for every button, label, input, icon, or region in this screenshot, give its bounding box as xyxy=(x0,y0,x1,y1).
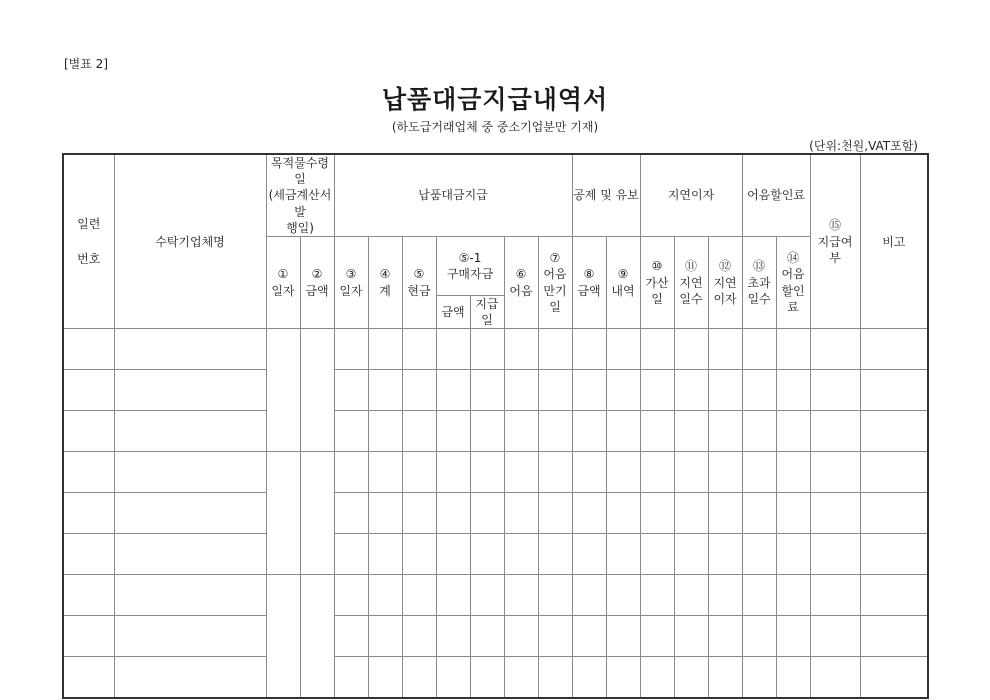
data-cell[interactable] xyxy=(810,329,860,370)
data-cell[interactable] xyxy=(810,534,860,575)
data-cell[interactable] xyxy=(742,493,776,534)
data-cell[interactable] xyxy=(606,657,640,699)
data-cell[interactable] xyxy=(674,329,708,370)
data-cell[interactable] xyxy=(810,493,860,534)
data-cell[interactable] xyxy=(640,575,674,616)
data-cell[interactable] xyxy=(402,329,436,370)
data-cell[interactable] xyxy=(538,370,572,411)
table-row xyxy=(63,411,928,452)
data-cell[interactable] xyxy=(674,575,708,616)
data-cell[interactable] xyxy=(674,493,708,534)
data-cell[interactable] xyxy=(538,493,572,534)
data-cell[interactable] xyxy=(402,452,436,493)
payment-group-header: 납품대금지급 xyxy=(334,154,572,236)
col5-1-amount-header: 금액 xyxy=(436,295,470,328)
data-cell[interactable] xyxy=(708,616,742,657)
data-cell[interactable] xyxy=(572,329,606,370)
data-cell[interactable] xyxy=(572,575,606,616)
data-cell[interactable] xyxy=(810,616,860,657)
data-cell[interactable] xyxy=(776,534,810,575)
data-cell[interactable] xyxy=(640,493,674,534)
data-cell[interactable] xyxy=(368,493,402,534)
table-row xyxy=(63,329,928,370)
receipt-amount-cell[interactable] xyxy=(300,575,334,699)
data-cell[interactable] xyxy=(860,452,928,493)
data-cell[interactable] xyxy=(606,329,640,370)
data-cell[interactable] xyxy=(538,616,572,657)
data-cell[interactable] xyxy=(504,575,538,616)
data-cell[interactable] xyxy=(368,575,402,616)
data-cell[interactable] xyxy=(436,657,470,699)
col5-1-paydate-header: 지급일 xyxy=(470,295,504,328)
table-row xyxy=(63,370,928,411)
data-cell[interactable] xyxy=(674,411,708,452)
data-cell[interactable] xyxy=(436,411,470,452)
data-cell[interactable] xyxy=(708,493,742,534)
data-cell[interactable] xyxy=(334,452,368,493)
data-cell[interactable] xyxy=(742,411,776,452)
serial-cell[interactable] xyxy=(63,329,114,370)
data-cell[interactable] xyxy=(572,534,606,575)
company-cell[interactable] xyxy=(114,329,266,370)
data-cell[interactable] xyxy=(860,411,928,452)
data-cell[interactable] xyxy=(402,534,436,575)
data-cell[interactable] xyxy=(640,411,674,452)
data-cell[interactable] xyxy=(860,493,928,534)
data-cell[interactable] xyxy=(606,493,640,534)
col8-header: ⑧ 금액 xyxy=(572,236,606,328)
data-cell[interactable] xyxy=(368,452,402,493)
appendix-label: [별표 2] xyxy=(64,57,108,71)
data-cell[interactable] xyxy=(470,411,504,452)
data-cell[interactable] xyxy=(674,657,708,699)
data-cell[interactable] xyxy=(810,370,860,411)
data-cell[interactable] xyxy=(538,657,572,699)
data-cell[interactable] xyxy=(470,452,504,493)
data-cell[interactable] xyxy=(572,452,606,493)
col10-header: ⑩ 가산 일 xyxy=(640,236,674,328)
data-cell[interactable] xyxy=(436,370,470,411)
data-cell[interactable] xyxy=(572,370,606,411)
data-cell[interactable] xyxy=(776,452,810,493)
data-cell[interactable] xyxy=(776,370,810,411)
col11-header: ⑪ 지연 일수 xyxy=(674,236,708,328)
data-cell[interactable] xyxy=(708,329,742,370)
remarks-header: 비고 xyxy=(860,154,928,329)
data-cell[interactable] xyxy=(368,411,402,452)
data-cell[interactable] xyxy=(334,575,368,616)
serial-cell[interactable] xyxy=(63,452,114,493)
deduction-group-header: 공제 및 유보 xyxy=(572,154,640,236)
data-cell[interactable] xyxy=(742,575,776,616)
data-cell[interactable] xyxy=(860,575,928,616)
serial-number-header: 일련 번호 xyxy=(63,154,114,329)
data-cell[interactable] xyxy=(436,575,470,616)
data-cell[interactable] xyxy=(606,370,640,411)
receipt-date-cell[interactable] xyxy=(266,452,300,575)
col5-header: ⑤ 현금 xyxy=(402,236,436,328)
data-cell[interactable] xyxy=(742,370,776,411)
data-cell[interactable] xyxy=(334,616,368,657)
data-cell[interactable] xyxy=(504,657,538,699)
data-cell[interactable] xyxy=(708,411,742,452)
data-cell[interactable] xyxy=(334,493,368,534)
data-cell[interactable] xyxy=(436,493,470,534)
data-cell[interactable] xyxy=(504,616,538,657)
data-cell[interactable] xyxy=(504,370,538,411)
receipt-date-group-header: 목적물수령일 (세금계산서 발 행일) xyxy=(266,154,334,236)
data-cell[interactable] xyxy=(640,534,674,575)
company-cell[interactable] xyxy=(114,411,266,452)
receipt-amount-cell[interactable] xyxy=(300,452,334,575)
data-cell[interactable] xyxy=(538,452,572,493)
serial-cell[interactable] xyxy=(63,575,114,616)
col9-header: ⑨ 내역 xyxy=(606,236,640,328)
data-cell[interactable] xyxy=(334,329,368,370)
data-cell[interactable] xyxy=(470,657,504,699)
col7-header: ⑦ 어음 만기 일 xyxy=(538,236,572,328)
col2-header: ② 금액 xyxy=(300,236,334,328)
data-cell[interactable] xyxy=(742,329,776,370)
data-cell[interactable] xyxy=(436,329,470,370)
data-cell[interactable] xyxy=(470,329,504,370)
col5-1-header: ⑤-1 구매자금 xyxy=(436,236,504,295)
payment-details-table xyxy=(62,153,929,699)
data-cell[interactable] xyxy=(810,452,860,493)
data-cell[interactable] xyxy=(860,370,928,411)
data-cell[interactable] xyxy=(742,452,776,493)
data-cell[interactable] xyxy=(504,329,538,370)
col12-header: ⑫ 지연 이자 xyxy=(708,236,742,328)
data-cell[interactable] xyxy=(776,616,810,657)
data-cell[interactable] xyxy=(470,493,504,534)
col15-header: ⑮ 지급여 부 xyxy=(810,154,860,329)
data-cell[interactable] xyxy=(606,575,640,616)
company-cell[interactable] xyxy=(114,534,266,575)
data-cell[interactable] xyxy=(606,452,640,493)
delay-interest-group-header: 지연이자 xyxy=(640,154,742,236)
data-cell[interactable] xyxy=(334,370,368,411)
company-cell[interactable] xyxy=(114,452,266,493)
data-cell[interactable] xyxy=(860,534,928,575)
col4-header: ④ 계 xyxy=(368,236,402,328)
table-row xyxy=(63,575,928,616)
serial-cell[interactable] xyxy=(63,411,114,452)
data-cell[interactable] xyxy=(674,616,708,657)
data-cell[interactable] xyxy=(640,452,674,493)
col3-header: ③ 일자 xyxy=(334,236,368,328)
serial-cell[interactable] xyxy=(63,534,114,575)
data-cell[interactable] xyxy=(538,329,572,370)
data-cell[interactable] xyxy=(860,616,928,657)
data-cell[interactable] xyxy=(402,370,436,411)
data-cell[interactable] xyxy=(470,616,504,657)
table-row xyxy=(63,534,928,575)
data-cell[interactable] xyxy=(402,411,436,452)
data-cell[interactable] xyxy=(368,329,402,370)
col13-header: ⑬ 초과 일수 xyxy=(742,236,776,328)
data-cell[interactable] xyxy=(572,411,606,452)
data-cell[interactable] xyxy=(742,534,776,575)
unit-note: (단위:천원,VAT포함) xyxy=(809,139,918,153)
table-row xyxy=(63,616,928,657)
data-cell[interactable] xyxy=(334,657,368,699)
serial-cell[interactable] xyxy=(63,370,114,411)
company-name-header: 수탁기업체명 xyxy=(114,154,266,329)
data-cell[interactable] xyxy=(810,411,860,452)
data-cell[interactable] xyxy=(470,534,504,575)
data-cell[interactable] xyxy=(640,657,674,699)
serial-cell[interactable] xyxy=(63,657,114,699)
data-cell[interactable] xyxy=(436,534,470,575)
serial-cell[interactable] xyxy=(63,493,114,534)
data-cell[interactable] xyxy=(504,411,538,452)
data-cell[interactable] xyxy=(742,616,776,657)
data-cell[interactable] xyxy=(402,575,436,616)
data-cell[interactable] xyxy=(504,493,538,534)
data-cell[interactable] xyxy=(708,575,742,616)
table-row xyxy=(63,657,928,699)
data-cell[interactable] xyxy=(334,534,368,575)
data-cell[interactable] xyxy=(776,575,810,616)
data-cell[interactable] xyxy=(776,411,810,452)
col6-header: ⑥ 어음 xyxy=(504,236,538,328)
table-row xyxy=(63,452,928,493)
company-cell[interactable] xyxy=(114,575,266,616)
data-cell[interactable] xyxy=(640,370,674,411)
data-cell[interactable] xyxy=(436,452,470,493)
data-cell[interactable] xyxy=(368,370,402,411)
data-cell[interactable] xyxy=(368,534,402,575)
data-cell[interactable] xyxy=(368,616,402,657)
data-cell[interactable] xyxy=(572,616,606,657)
company-cell[interactable] xyxy=(114,616,266,657)
document-title: 납품대금지급내역서 xyxy=(381,85,609,114)
data-cell[interactable] xyxy=(470,370,504,411)
table-row xyxy=(63,493,928,534)
data-cell[interactable] xyxy=(810,657,860,699)
document-subtitle: (하도급거래업체 중 중소기업분만 기재) xyxy=(391,120,599,134)
data-cell[interactable] xyxy=(470,575,504,616)
data-cell[interactable] xyxy=(402,657,436,699)
data-cell[interactable] xyxy=(810,575,860,616)
data-cell[interactable] xyxy=(606,616,640,657)
data-cell[interactable] xyxy=(572,493,606,534)
data-cell[interactable] xyxy=(674,452,708,493)
data-cell[interactable] xyxy=(334,411,368,452)
serial-cell[interactable] xyxy=(63,616,114,657)
data-cell[interactable] xyxy=(402,616,436,657)
data-cell[interactable] xyxy=(708,657,742,699)
data-cell[interactable] xyxy=(708,370,742,411)
data-cell[interactable] xyxy=(674,370,708,411)
note-discount-group-header: 어음할인료 xyxy=(742,154,810,236)
data-cell[interactable] xyxy=(606,534,640,575)
data-cell[interactable] xyxy=(860,329,928,370)
company-cell[interactable] xyxy=(114,657,266,699)
data-cell[interactable] xyxy=(640,616,674,657)
data-cell[interactable] xyxy=(436,616,470,657)
data-cell[interactable] xyxy=(572,657,606,699)
receipt-date-cell[interactable] xyxy=(266,575,300,699)
col14-header: ⑭ 어음 할인 료 xyxy=(776,236,810,328)
data-cell[interactable] xyxy=(742,657,776,699)
receipt-date-cell[interactable] xyxy=(266,329,300,452)
data-cell[interactable] xyxy=(708,452,742,493)
data-cell[interactable] xyxy=(674,534,708,575)
data-cell[interactable] xyxy=(368,657,402,699)
data-cell[interactable] xyxy=(776,329,810,370)
data-cell[interactable] xyxy=(504,452,538,493)
data-cell[interactable] xyxy=(504,534,538,575)
data-cell[interactable] xyxy=(776,493,810,534)
company-cell[interactable] xyxy=(114,493,266,534)
company-cell[interactable] xyxy=(114,370,266,411)
col1-header: ① 일자 xyxy=(266,236,300,328)
data-cell[interactable] xyxy=(860,657,928,699)
data-cell[interactable] xyxy=(538,411,572,452)
receipt-amount-cell[interactable] xyxy=(300,329,334,452)
data-cell[interactable] xyxy=(606,411,640,452)
data-cell[interactable] xyxy=(640,329,674,370)
data-cell[interactable] xyxy=(538,575,572,616)
data-cell[interactable] xyxy=(708,534,742,575)
data-cell[interactable] xyxy=(776,657,810,699)
data-cell[interactable] xyxy=(538,534,572,575)
data-cell[interactable] xyxy=(402,493,436,534)
